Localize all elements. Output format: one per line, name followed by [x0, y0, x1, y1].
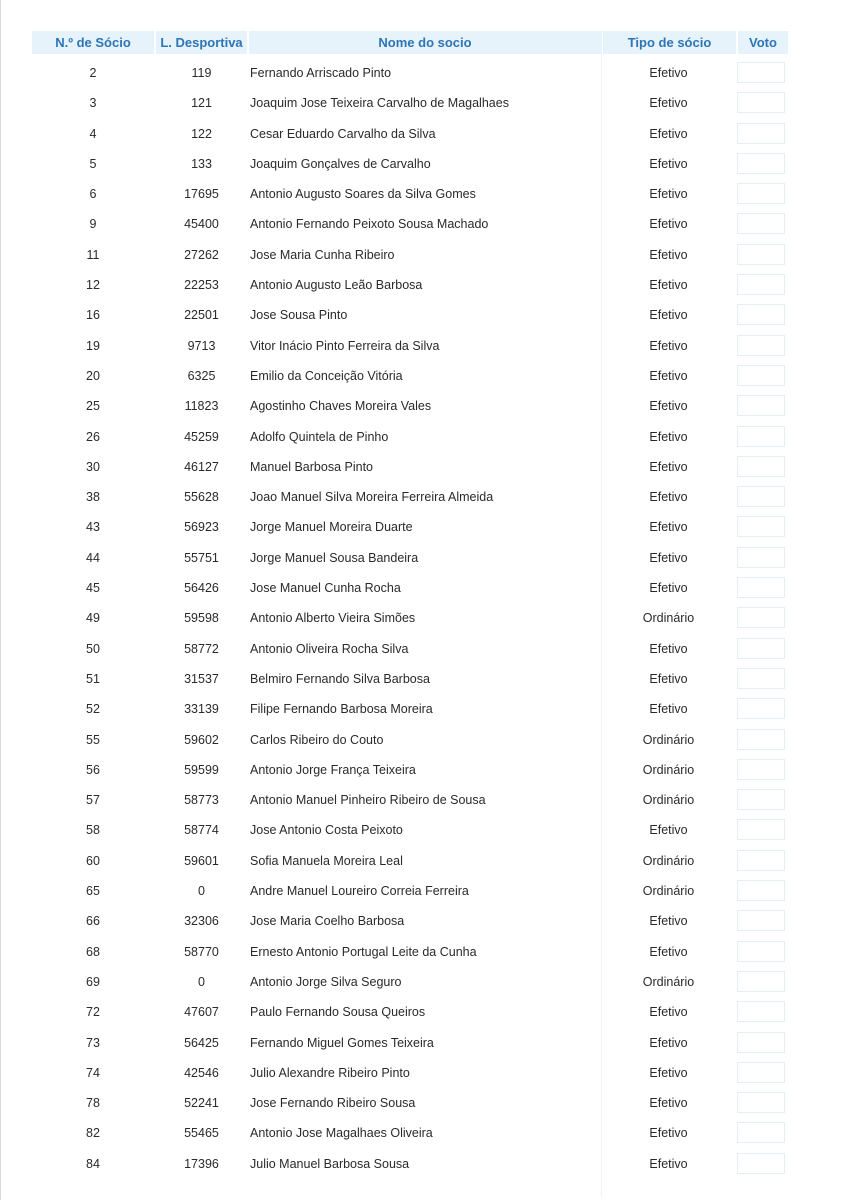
sports-license-cell: 59599 — [184, 762, 219, 777]
member-number-cell: 84 — [86, 1156, 100, 1171]
member-number-cell: 49 — [86, 611, 100, 626]
member-type-cell: Efetivo — [649, 1156, 688, 1171]
member-name-cell: Antonio Alberto Vieira Simões — [250, 611, 416, 626]
vote-box[interactable] — [737, 274, 785, 295]
member-type-cell: Efetivo — [649, 308, 688, 323]
table-row — [32, 452, 792, 482]
sports-license-cell: 119 — [191, 66, 212, 80]
member-number-cell: 43 — [86, 520, 100, 535]
table-row — [32, 1088, 792, 1118]
table-row — [32, 422, 792, 452]
member-type-cell: Efetivo — [649, 944, 688, 959]
member-number-cell: 44 — [86, 550, 100, 565]
member-name-cell: Julio Manuel Barbosa Sousa — [250, 1156, 410, 1171]
vote-box[interactable] — [737, 607, 785, 628]
sports-license-cell: 22501 — [184, 308, 219, 323]
sports-license-cell: 58772 — [184, 641, 219, 656]
member-type-cell: Efetivo — [649, 702, 688, 717]
vote-box[interactable] — [737, 395, 785, 416]
member-number-cell: 26 — [86, 429, 100, 444]
vote-box[interactable] — [737, 456, 785, 477]
member-name-cell: Antonio Jose Magalhaes Oliveira — [250, 1126, 433, 1141]
member-name-cell: Jose Manuel Cunha Rocha — [250, 581, 401, 596]
member-number-cell: 11 — [86, 247, 100, 262]
table-header — [32, 31, 788, 54]
sports-license-cell: 133 — [191, 156, 212, 171]
table-row — [32, 1149, 792, 1179]
member-name-cell: Jose Maria Cunha Ribeiro — [250, 247, 395, 262]
sports-license-cell: 17396 — [184, 1156, 219, 1171]
member-number-cell: 50 — [86, 641, 100, 656]
vote-box[interactable] — [737, 244, 785, 265]
vote-box[interactable] — [737, 1001, 785, 1022]
sports-license-cell: 56425 — [184, 1035, 219, 1050]
members-table-body — [32, 58, 792, 1179]
member-name-cell: Jorge Manuel Sousa Bandeira — [250, 550, 419, 565]
member-name-cell: Jose Sousa Pinto — [250, 308, 348, 323]
table-row — [32, 664, 792, 694]
sports-license-cell: 121 — [191, 96, 212, 111]
member-name-cell: Jose Antonio Costa Peixoto — [250, 823, 403, 838]
member-name-cell: Fernando Arriscado Pinto — [250, 66, 392, 80]
vote-box[interactable] — [737, 759, 785, 780]
member-number-cell: 19 — [86, 338, 100, 353]
member-type-cell: Efetivo — [649, 581, 688, 596]
member-number-cell: 38 — [86, 490, 100, 505]
sports-license-cell: 6325 — [187, 368, 216, 383]
member-name-cell: Sofia Manuela Moreira Leal — [250, 853, 403, 868]
table-row — [32, 149, 792, 179]
member-type-cell: Efetivo — [649, 671, 688, 686]
table-row — [32, 331, 792, 361]
member-name-cell: Antonio Fernando Peixoto Sousa Machado — [250, 217, 489, 232]
header-member-number: N.º de Sócio — [32, 31, 154, 54]
header-member-name: Nome do socio — [249, 31, 601, 54]
table-row — [32, 906, 792, 936]
vote-box[interactable] — [737, 698, 785, 719]
sports-license-cell: 55628 — [184, 490, 219, 505]
member-type-cell: Efetivo — [649, 96, 688, 111]
member-name-cell: Antonio Manuel Pinheiro Ribeiro de Sousa — [250, 793, 486, 808]
member-number-cell: 5 — [89, 156, 97, 171]
table-row — [32, 1028, 792, 1058]
table-row — [32, 937, 792, 967]
member-type-cell: Efetivo — [649, 187, 688, 202]
table-row — [32, 209, 792, 239]
member-number-cell: 25 — [86, 399, 100, 414]
member-number-cell: 72 — [86, 1005, 100, 1020]
table-row — [32, 119, 792, 149]
sports-license-cell: 59598 — [184, 611, 219, 626]
vote-box[interactable] — [737, 1092, 785, 1113]
member-type-cell: Ordinário — [642, 853, 695, 868]
member-type-cell: Efetivo — [649, 459, 688, 474]
member-name-cell: Jose Fernando Ribeiro Sousa — [250, 1096, 416, 1111]
member-type-cell: Ordinário — [642, 793, 695, 808]
member-type-cell: Efetivo — [649, 1035, 688, 1050]
vote-box[interactable] — [737, 213, 785, 234]
member-type-cell: Efetivo — [649, 1096, 688, 1111]
table-row — [32, 1118, 792, 1148]
member-type-cell: Efetivo — [649, 520, 688, 535]
member-number-cell: 60 — [86, 853, 100, 868]
vote-box[interactable] — [737, 486, 785, 507]
member-type-cell: Efetivo — [649, 247, 688, 262]
member-number-cell: 55 — [86, 732, 100, 747]
member-type-cell: Efetivo — [649, 823, 688, 838]
sports-license-cell: 55465 — [184, 1126, 219, 1141]
member-name-cell: Manuel Barbosa Pinto — [250, 459, 373, 474]
sports-license-cell: 11823 — [184, 399, 219, 414]
vote-box[interactable] — [737, 123, 785, 144]
vote-box[interactable] — [737, 1062, 785, 1083]
member-type-cell: Efetivo — [649, 429, 688, 444]
vote-box[interactable] — [737, 516, 785, 537]
member-name-cell: Ernesto Antonio Portugal Leite da Cunha — [250, 944, 477, 959]
vote-box[interactable] — [737, 910, 785, 931]
member-number-cell: 12 — [86, 278, 100, 293]
vote-box[interactable] — [737, 819, 785, 840]
sports-license-cell: 58773 — [184, 793, 219, 808]
sports-license-cell: 122 — [191, 126, 212, 141]
member-type-cell: Efetivo — [649, 490, 688, 505]
member-name-cell: Joaquim Gonçalves de Carvalho — [250, 156, 431, 171]
sports-license-cell: 17695 — [184, 187, 219, 202]
table-row — [32, 846, 792, 876]
member-type-cell: Efetivo — [649, 399, 688, 414]
sports-license-cell: 9713 — [187, 338, 216, 353]
table-row — [32, 603, 792, 633]
member-number-cell: 2 — [89, 66, 97, 80]
member-name-cell: Antonio Jorge Silva Seguro — [250, 974, 402, 989]
table-row — [32, 815, 792, 845]
table-row — [32, 725, 792, 755]
member-name-cell: Joao Manuel Silva Moreira Ferreira Almeida — [250, 490, 494, 505]
member-number-cell: 20 — [86, 368, 100, 383]
sports-license-cell: 31537 — [184, 671, 219, 686]
table-row — [32, 997, 792, 1027]
vote-box[interactable] — [737, 426, 785, 447]
member-type-cell: Efetivo — [649, 66, 688, 80]
table-row — [32, 300, 792, 330]
member-number-cell: 9 — [89, 217, 97, 232]
member-type-cell: Efetivo — [649, 550, 688, 565]
sports-license-cell: 59601 — [184, 853, 219, 868]
sports-license-cell: 52241 — [184, 1096, 219, 1111]
member-name-cell: Antonio Oliveira Rocha Silva — [250, 641, 409, 656]
member-number-cell: 65 — [86, 884, 100, 899]
table-row — [32, 967, 792, 997]
member-type-cell: Efetivo — [649, 1005, 688, 1020]
member-name-cell: Andre Manuel Loureiro Correia Ferreira — [250, 884, 469, 899]
table-row — [32, 58, 792, 88]
member-name-cell: Antonio Augusto Soares da Silva Gomes — [250, 187, 476, 202]
vote-box[interactable] — [737, 789, 785, 810]
sports-license-cell: 0 — [198, 884, 205, 899]
member-name-cell: Antonio Augusto Leão Barbosa — [250, 278, 423, 293]
vote-box[interactable] — [737, 304, 785, 325]
sports-license-cell: 42546 — [184, 1065, 219, 1080]
sports-license-cell: 56923 — [184, 520, 219, 535]
member-number-cell: 74 — [86, 1065, 100, 1080]
table-row — [32, 512, 792, 542]
vote-box[interactable] — [737, 335, 785, 356]
member-type-cell: Efetivo — [649, 368, 688, 383]
vote-box[interactable] — [737, 638, 785, 659]
member-number-cell: 51 — [86, 671, 100, 686]
member-number-cell: 52 — [86, 702, 100, 717]
member-name-cell: Antonio Jorge França Teixeira — [250, 762, 416, 777]
sports-license-cell: 47607 — [184, 1005, 219, 1020]
member-type-cell: Efetivo — [649, 1065, 688, 1080]
sports-license-cell: 46127 — [184, 459, 219, 474]
member-name-cell: Adolfo Quintela de Pinho — [250, 429, 389, 444]
member-number-cell: 82 — [86, 1126, 100, 1141]
table-row — [32, 755, 792, 785]
member-number-cell: 3 — [89, 96, 97, 111]
sports-license-cell: 45259 — [184, 429, 219, 444]
vote-box[interactable] — [737, 729, 785, 750]
header-vote: Voto — [738, 31, 788, 54]
member-number-cell: 4 — [89, 126, 97, 141]
table-row — [32, 785, 792, 815]
member-name-cell: Fernando Miguel Gomes Teixeira — [250, 1035, 434, 1050]
table-row — [32, 391, 792, 421]
member-name-cell: Emilio da Conceição Vitória — [250, 368, 403, 383]
sports-license-cell: 27262 — [184, 247, 219, 262]
table-row — [32, 482, 792, 512]
member-type-cell: Ordinário — [642, 884, 695, 899]
vote-box[interactable] — [737, 1032, 785, 1053]
member-name-cell: Julio Alexandre Ribeiro Pinto — [250, 1065, 410, 1080]
member-type-cell: Efetivo — [649, 914, 688, 929]
member-type-cell: Efetivo — [649, 641, 688, 656]
member-type-cell: Efetivo — [649, 156, 688, 171]
member-number-cell: 16 — [86, 308, 100, 323]
sports-license-cell: 32306 — [184, 914, 219, 929]
table-row — [32, 694, 792, 724]
vote-box[interactable] — [737, 941, 785, 962]
sports-license-cell: 58770 — [184, 944, 219, 959]
table-row — [32, 240, 792, 270]
member-type-cell: Efetivo — [649, 278, 688, 293]
vote-box[interactable] — [737, 92, 785, 113]
sports-license-cell: 33139 — [184, 702, 219, 717]
member-number-cell: 73 — [86, 1035, 100, 1050]
table-row — [32, 543, 792, 573]
member-type-cell: Ordinário — [642, 762, 695, 777]
member-name-cell: Vitor Inácio Pinto Ferreira da Silva — [250, 338, 440, 353]
sports-license-cell: 0 — [198, 974, 205, 989]
table-row — [32, 361, 792, 391]
header-sports-license: L. Desportiva — [156, 31, 247, 54]
member-type-cell: Efetivo — [649, 126, 688, 141]
vote-box[interactable] — [737, 153, 785, 174]
table-row — [32, 573, 792, 603]
member-type-cell: Ordinário — [642, 732, 695, 747]
member-number-cell: 6 — [89, 187, 97, 202]
member-type-cell: Efetivo — [649, 217, 688, 232]
vote-box[interactable] — [737, 62, 785, 83]
table-row — [32, 1058, 792, 1088]
member-number-cell: 30 — [86, 459, 100, 474]
sports-license-cell: 55751 — [184, 550, 219, 565]
member-type-cell: Ordinário — [642, 974, 695, 989]
vote-box[interactable] — [737, 668, 785, 689]
member-name-cell: Jorge Manuel Moreira Duarte — [250, 520, 413, 535]
member-type-cell: Ordinário — [642, 611, 695, 626]
member-type-cell: Efetivo — [649, 1126, 688, 1141]
member-name-cell: Cesar Eduardo Carvalho da Silva — [250, 126, 436, 141]
table-row — [32, 179, 792, 209]
member-name-cell: Carlos Ribeiro do Couto — [250, 732, 384, 747]
vote-box[interactable] — [737, 1153, 785, 1174]
member-name-cell: Belmiro Fernando Silva Barbosa — [250, 671, 430, 686]
vote-box[interactable] — [737, 365, 785, 386]
vote-box[interactable] — [737, 183, 785, 204]
sports-license-cell: 22253 — [184, 278, 219, 293]
sports-license-cell: 58774 — [184, 823, 219, 838]
vote-box[interactable] — [737, 971, 785, 992]
member-number-cell: 78 — [86, 1096, 100, 1111]
member-number-cell: 45 — [86, 581, 100, 596]
member-number-cell: 69 — [86, 974, 100, 989]
member-number-cell: 68 — [86, 944, 100, 959]
member-type-cell: Efetivo — [649, 338, 688, 353]
member-name-cell: Jose Maria Coelho Barbosa — [250, 914, 405, 929]
member-number-cell: 57 — [86, 793, 100, 808]
sports-license-cell: 56426 — [184, 581, 219, 596]
member-name-cell: Agostinho Chaves Moreira Vales — [250, 399, 432, 414]
vote-box[interactable] — [737, 850, 785, 871]
member-number-cell: 66 — [86, 914, 100, 929]
member-number-cell: 58 — [86, 823, 100, 838]
vote-box[interactable] — [737, 577, 785, 598]
table-row — [32, 876, 792, 906]
member-name-cell: Joaquim Jose Teixeira Carvalho de Magalhaes — [250, 96, 509, 111]
table-row — [32, 634, 792, 664]
header-member-type: Tipo de sócio — [603, 31, 736, 54]
member-number-cell: 56 — [86, 762, 100, 777]
vote-box[interactable] — [737, 547, 785, 568]
table-row — [32, 88, 792, 118]
sports-license-cell: 45400 — [184, 217, 219, 232]
vote-box[interactable] — [737, 880, 785, 901]
member-name-cell: Filipe Fernando Barbosa Moreira — [250, 702, 433, 717]
vote-box[interactable] — [737, 1122, 785, 1143]
member-name-cell: Paulo Fernando Sousa Queiros — [250, 1005, 426, 1020]
table-row — [32, 270, 792, 300]
sports-license-cell: 59602 — [184, 732, 219, 747]
